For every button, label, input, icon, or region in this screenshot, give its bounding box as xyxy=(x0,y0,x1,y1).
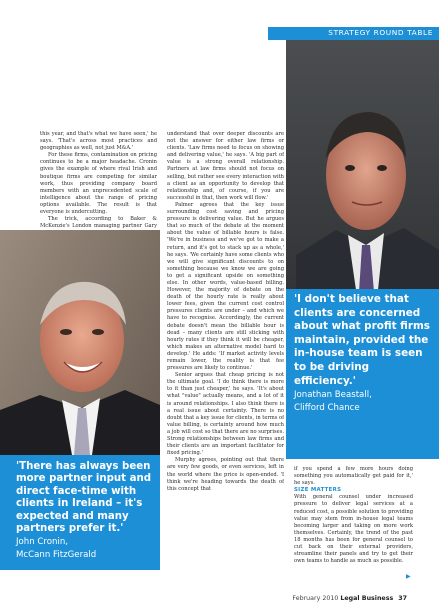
section-label: STRATEGY ROUND TABLE xyxy=(328,28,433,37)
pull-quote-text: 'There has always been more partner input and direct face-time with clients in Ireland – it's expected and many partners prefer it.' xyxy=(16,461,152,535)
pull-quote-text: 'I don't believe that clients are concerned about what profit firms maintain, provided the in-house team is seen to be driving efficiency.' xyxy=(294,293,430,387)
continue-arrow-icon: ▶ xyxy=(406,573,411,580)
section-header xyxy=(268,27,439,40)
paragraph: this year, and that's what we have seen,' he says. 'That's across most practices and geographies as well, not just M&A.' xyxy=(40,131,157,152)
pull-quote-attribution-firm: McCann FitzGerald xyxy=(16,549,97,560)
article-column-2 xyxy=(167,131,284,567)
article-column-3 xyxy=(294,466,413,565)
paragraph: Palmer agrees that the key issue surrounding cost saving and pricing pressure is delivering value. But he argues that so much of the debate at the moment about the value of billable hours is false. 'We're in business and we've got to make a return, and it's got to stack up as a whole,' he says. 'We certainly have some clients who we will give significant discounts to on something because we know we are going to get a significant upside on something else. In other words, value-based billing. However, the majority of debate on the death of the hourly rate is really about lower fees, given the current cost control pressures clients are under – and which we have to recognise. Accordingly, the current debate doesn't mean the billable hour is dead – many clients are still sticking with hourly rates if they think it will be cheaper, which makes an alternative model hard to develop.' He adds: 'If market activity levels remain lower, the reality is that fee pressures are likely to continue.' xyxy=(167,201,284,372)
paragraph: Senior argues that cheap pricing is not the ultimate goal. 'I do think there is more to it than just cheaper,' he says. 'It's about what "value" actually means, and a lot of it is around relationships. I also think there is a real issue about certainty. There is no doubt that a key issue for clients, in terms of value billing, is certainty around how much a job will cost so that there are no surprises. Strong relationships between law firms and their clients are an important facilitator for fixed pricing.' xyxy=(167,372,284,457)
issue-date: February 2010 xyxy=(292,595,339,602)
pull-quote-attribution-name: John Cronin, xyxy=(16,537,69,548)
paragraph: if you spend a few more hours doing something you automatically get paid for it,' he says. xyxy=(294,466,413,487)
paragraph: Murphy agrees, pointing out that there are very few goods, or even services, left in the world where the price is open-ended. 'I think we're heading towards the death of this concept that xyxy=(167,457,284,492)
pull-quote-attribution-firm: Clifford Chance xyxy=(294,403,360,414)
magazine-name: Legal Business xyxy=(340,595,394,602)
page-footer xyxy=(292,595,407,602)
pull-quote-left xyxy=(0,455,160,570)
paragraph: With general counsel under increased pressure to deliver legal services at a reduced cost, a possible solution to providing value may stem from in-house legal teams becoming larger and taking on more work themselves. Certainly, the trend of the past 18 months has been for general counsel to cut back on their external providers, streamline their panels and try to get their own teams to handle as much as possible. xyxy=(294,494,413,565)
section-subhead: SIZE MATTERS xyxy=(294,487,342,494)
paragraph: understand that over deeper discounts are not the answer for either law firms or clients. 'Law firms need to focus on showing and delivering value,' he says. 'A big part of value is a strong overall relationship. Partners at law firms should not focus on selling, but rather see every interaction with a client as an opportunity to develop that relationship and, of course, if you are successful in that, then work will flow.' xyxy=(167,131,284,201)
paragraph: The trick, according to Baker & McKenzie's London managing partner Gary xyxy=(40,216,157,230)
article-column-1 xyxy=(40,131,157,237)
pull-quote-attribution-name: Jonathan Beastall, xyxy=(294,390,372,401)
page-top-margin xyxy=(0,0,439,20)
pull-quote-right xyxy=(286,289,439,459)
page-number: 37 xyxy=(398,595,407,602)
paragraph: For these firms, contamination on pricing continues to be a major headache. Cronin gives the example of where rival Irish and boutique firms are competing for similar work, thus providing company board members with an unprecedented scale of intelligence about the range of pricing options available. The result is that everyone is undercutting. xyxy=(40,152,157,216)
